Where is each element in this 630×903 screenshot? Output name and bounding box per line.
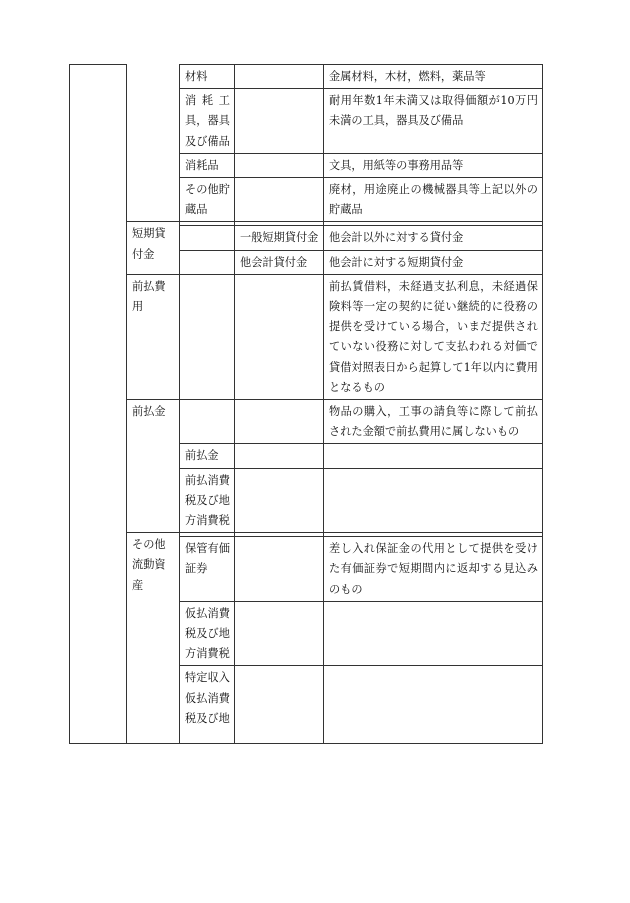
item-name-cell (180, 274, 235, 399)
description-cell (324, 468, 543, 533)
item-name: 消耗品 (185, 158, 219, 172)
account-classification-table (69, 64, 543, 744)
subitem-cell (235, 444, 324, 468)
item-name: 保管有価証券 (185, 542, 230, 576)
subitem-cell (235, 89, 324, 154)
subitem-cell (235, 400, 324, 444)
item-name-cell (180, 250, 235, 274)
item-description: 差し入れ保証金の代用として提供を受けた有価証券で短期間内に返却する見込みのもの (329, 542, 538, 596)
category-name: 前払費用 (132, 279, 166, 314)
category-cell (127, 400, 180, 533)
item-description: 前払賃借料，未経過支払利息，未経過保険料等一定の契約に従い継続的に役務の提供を受けている場合，いまだ提供されていない役務に対して支払われる対価で貸借対照表日から起算して1年以内に費用となるもの (329, 279, 538, 394)
item-description: 他会計以外に対する貸付金 (329, 231, 464, 245)
subitem-cell (235, 537, 324, 602)
description-cell (324, 444, 543, 468)
item-name: 材料 (185, 70, 208, 83)
subitem-name: 一般短期貸付金 (240, 231, 319, 245)
category-name: その他流動資産 (132, 538, 166, 592)
item-name-cell (180, 666, 235, 744)
item-description: 金属材料，木材，燃料，薬品等 (329, 70, 486, 83)
item-name-cell (180, 89, 235, 154)
item-name: 仮払消費税及び地方消費税 (185, 606, 230, 661)
item-description: 他会計に対する短期貸付金 (329, 255, 464, 269)
description-cell (324, 400, 543, 444)
outer-category-cell (70, 65, 127, 744)
table-row (70, 274, 543, 399)
item-name-cell (180, 65, 235, 89)
item-description: 文具，用紙等の事務用品等 (329, 158, 464, 172)
item-name-cell (180, 153, 235, 177)
description-cell (324, 250, 543, 274)
subitem-name: 他会計貸付金 (240, 255, 308, 269)
subitem-cell (235, 601, 324, 666)
category-name: 短期貸付金 (132, 227, 166, 261)
subitem-cell (235, 65, 324, 89)
description-cell (324, 65, 543, 89)
category-name: 前払金 (132, 405, 166, 419)
item-name: 前払金 (185, 449, 219, 463)
item-name-cell (180, 400, 235, 444)
description-cell (324, 537, 543, 602)
item-name-cell (180, 537, 235, 602)
description-cell (324, 226, 543, 250)
item-name: 前払消費税及び地方消費税 (185, 473, 230, 528)
table-row (70, 400, 543, 444)
item-name: その他貯蔵品 (185, 183, 230, 217)
subitem-cell (235, 468, 324, 533)
item-name: 消耗工具，器具及び備品 (185, 94, 230, 148)
item-name-cell (180, 444, 235, 468)
category-cell (127, 274, 180, 399)
category-cell (127, 65, 180, 222)
item-name-cell (180, 468, 235, 533)
subitem-cell (235, 274, 324, 399)
item-name: 特定収入仮払消費税及び地 (185, 671, 230, 725)
item-name-cell (180, 226, 235, 250)
item-description: 耐用年数1年未満又は取得価額が10万円未満の工具，器具及び備品 (329, 94, 538, 128)
subitem-cell (235, 153, 324, 177)
description-cell (324, 601, 543, 666)
description-cell (324, 666, 543, 744)
item-name-cell (180, 601, 235, 666)
item-description: 物品の購入，工事の請負等に際して前払された金額で前払費用に属しないもの (329, 405, 538, 439)
item-description: 廃材，用途廃止の機械器具等上記以外の貯蔵品 (329, 183, 538, 217)
table-row (70, 65, 543, 89)
description-cell (324, 274, 543, 399)
category-cell (127, 533, 180, 744)
subitem-cell (235, 250, 324, 274)
description-cell (324, 178, 543, 222)
subitem-cell (235, 226, 324, 250)
subitem-cell (235, 178, 324, 222)
description-cell (324, 153, 543, 177)
description-cell (324, 89, 543, 154)
item-name-cell (180, 178, 235, 222)
subitem-cell (235, 666, 324, 744)
category-cell (127, 222, 180, 274)
